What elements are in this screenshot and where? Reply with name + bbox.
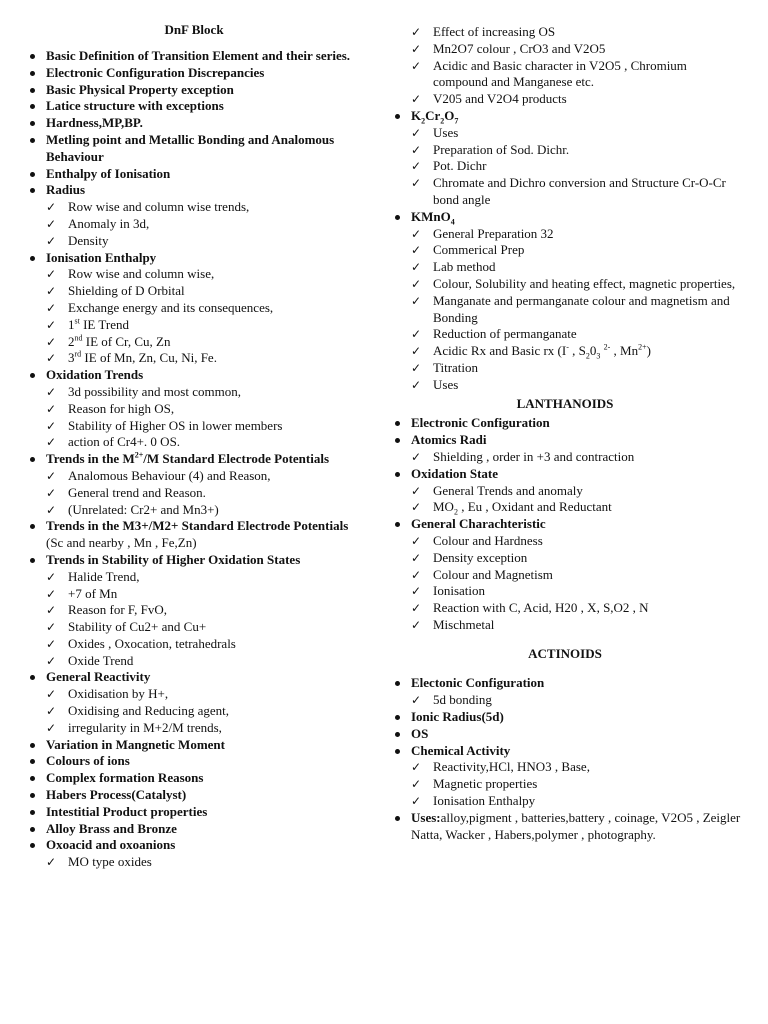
checklist-subtopic: ✓ Acidic and Basic character in V2O5 , Chromium compound and Manganese etc. [389, 58, 741, 92]
bullet-topic: Variation in Mangnetic Moment [24, 737, 364, 754]
checklist-subtopic: ✓ Oxide Trend [24, 653, 364, 670]
checklist-subtopic: ✓ General Preparation 32 [389, 226, 741, 243]
bullet-topic: Oxidation Trends [24, 367, 364, 384]
bullet-topic: Electonic Configuration [389, 675, 741, 692]
bullet-topic: Metling point and Metallic Bonding and Analomous Behaviour [24, 132, 364, 166]
checklist-subtopic: ✓ Reaction with C, Acid, H20 , X, S,O2 , N [389, 600, 741, 617]
section-heading: LANTHANOIDS [516, 395, 614, 411]
bullet-topic: Habers Process(Catalyst) [24, 787, 364, 804]
checklist-subtopic: ✓ Ionisation Enthalpy [389, 793, 741, 810]
checklist-subtopic: ✓ action of Cr4+. 0 OS. [24, 434, 364, 451]
checklist-subtopic: ✓ Uses [389, 377, 741, 394]
bullet-topic: Trends in the M3+/M2+ Standard Electrode Potentials [24, 518, 364, 535]
checklist-subtopic: ✓ Halide Trend, [24, 569, 364, 586]
checklist-subtopic: ✓ Reason for F, FvO, [24, 602, 364, 619]
bullet-topic: Uses:alloy,pigment , batteries,battery , coinage, V2O5 , Zeigler Natta, Wacker , Habers,polymer , photography. [389, 810, 741, 844]
left-column [24, 22, 364, 871]
checklist-subtopic: ✓ Density exception [389, 550, 741, 567]
checklist-subtopic: ✓ Effect of increasing OS [389, 24, 741, 41]
checklist-subtopic: ✓ +7 of Mn [24, 586, 364, 603]
section-heading: ACTINOIDS [528, 645, 602, 661]
page-title: DnF Block [164, 22, 224, 37]
checklist-subtopic: ✓ (Unrelated: Cr2+ and Mn3+) [24, 502, 364, 519]
bullet-topic: Basic Physical Property exception [24, 82, 364, 99]
checklist-subtopic: ✓ irregularity in M+2/M trends, [24, 720, 364, 737]
checklist-subtopic: ✓ $MO_2$ , Eu , Oxidant and Reductant [389, 499, 741, 516]
checklist-subtopic: ✓ 3d possibility and most common, [24, 384, 364, 401]
checklist-subtopic: ✓ Ionisation [389, 583, 741, 600]
checklist-subtopic: ✓ Chromate and Dichro conversion and Structure Cr-O-Cr bond angle [389, 175, 741, 209]
bullet-topic: Trends in the $M^{2+}/M$ Standard Electrode Potentials [24, 451, 364, 468]
checklist-subtopic: ✓ Exchange energy and its consequences, [24, 300, 364, 317]
bullet-topic: Trends in Stability of Higher Oxidation States [24, 552, 364, 569]
bullet-topic: OS [389, 726, 741, 743]
checklist-subtopic: ✓ V205 and V2O4 products [389, 91, 741, 108]
checklist-subtopic: ✓ 5d bonding [389, 692, 741, 709]
bullet-topic: Chemical Activity [389, 743, 741, 760]
checklist-subtopic: ✓ Manganate and permanganate colour and magnetism and Bonding [389, 293, 741, 327]
bullet-topic: Enthalpy of Ionisation [24, 166, 364, 183]
right-topic-list [389, 24, 741, 843]
checklist-subtopic: ✓ Uses [389, 125, 741, 142]
checklist-subtopic: ✓ Oxides , Oxocation, tetrahedrals [24, 636, 364, 653]
bullet-topic: Ionic Radius(5d) [389, 709, 741, 726]
checklist-subtopic: ✓ Mn2O7 colour , CrO3 and V2O5 [389, 41, 741, 58]
bullet-topic: Complex formation Reasons [24, 770, 364, 787]
checklist-subtopic: ✓ Reduction of permanganate [389, 326, 741, 343]
checklist-subtopic: ✓ Preparation of Sod. Dichr. [389, 142, 741, 159]
bullet-topic: General Charachteristic [389, 516, 741, 533]
spacer [389, 634, 741, 644]
bullet-topic: Oxidation State [389, 466, 741, 483]
bullet-topic: Electronic Configuration Discrepancies [24, 65, 364, 82]
bullet-topic: Hardness,MP,BP. [24, 115, 364, 132]
checklist-subtopic: ✓ Row wise and column wise, [24, 266, 364, 283]
note-text: (Sc and nearby , Mn , Fe,Zn) [46, 535, 197, 551]
bullet-topic: $K_2Cr_2O_7$ [389, 108, 741, 125]
spacer [389, 665, 741, 675]
bullet-topic: Atomics Radi [389, 432, 741, 449]
checklist-subtopic: ✓ Pot. Dichr [389, 158, 741, 175]
checklist-subtopic: ✓ Reason for high OS, [24, 401, 364, 418]
checklist-subtopic: ✓ Lab method [389, 259, 741, 276]
checklist-subtopic: ✓ 1st IE Trend [24, 317, 364, 334]
bullet-topic: Colours of ions [24, 753, 364, 770]
checklist-subtopic: ✓ Reactivity,HCl, HNO3 , Base, [389, 759, 741, 776]
right-column [389, 24, 741, 843]
checklist-subtopic: ✓ Row wise and column wise trends, [24, 199, 364, 216]
checklist-subtopic: ✓ Titration [389, 360, 741, 377]
checklist-subtopic: ✓ 2nd IE of Cr, Cu, Zn [24, 334, 364, 351]
bullet-topic: KMnO$_4$ [389, 209, 741, 226]
checklist-subtopic: ✓ 3rd IE of Mn, Zn, Cu, Ni, Fe. [24, 350, 364, 367]
bullet-topic: Basic Definition of Transition Element and their series. [24, 48, 364, 65]
bullet-topic: Electronic Configuration [389, 415, 741, 432]
bullet-topic: Radius [24, 182, 364, 199]
checklist-subtopic: ✓ Oxidisation by H+, [24, 686, 364, 703]
checklist-subtopic: ✓ Colour and Magnetism [389, 567, 741, 584]
checklist-subtopic: ✓ Oxidising and Reducing agent, [24, 703, 364, 720]
checklist-subtopic: ✓ Shielding , order in +3 and contraction [389, 449, 741, 466]
bullet-topic: Ionisation Enthalpy [24, 250, 364, 267]
checklist-subtopic: ✓ Stability of Higher OS in lower members [24, 418, 364, 435]
checklist-subtopic: ✓ MO type oxides [24, 854, 364, 871]
checklist-subtopic: ✓ Acidic Rx and Basic rx (I- , $S_20_3$ $^{2-}$ , $Mn^{2+}$) [389, 343, 741, 360]
checklist-subtopic: ✓ General trend and Reason. [24, 485, 364, 502]
bullet-topic: Intestitial Product properties [24, 804, 364, 821]
checklist-subtopic: ✓ Colour and Hardness [389, 533, 741, 550]
checklist-subtopic: ✓ General Trends and anomaly [389, 483, 741, 500]
checklist-subtopic: ✓ Colour, Solubility and heating effect, magnetic properties, [389, 276, 741, 293]
checklist-subtopic: ✓ Density [24, 233, 364, 250]
bullet-topic: General Reactivity [24, 669, 364, 686]
checklist-subtopic: ✓ Anomaly in 3d, [24, 216, 364, 233]
checklist-subtopic: ✓ Commerical Prep [389, 242, 741, 259]
checklist-subtopic: ✓ Stability of Cu2+ and Cu+ [24, 619, 364, 636]
bullet-topic: Alloy Brass and Bronze [24, 821, 364, 838]
checklist-subtopic: ✓ Shielding of D Orbital [24, 283, 364, 300]
bullet-topic: Latice structure with exceptions [24, 98, 364, 115]
left-topic-list [24, 48, 364, 871]
checklist-subtopic: ✓ Analomous Behaviour (4) and Reason, [24, 468, 364, 485]
bullet-topic: Oxoacid and oxoanions [24, 837, 364, 854]
checklist-subtopic: ✓ Mischmetal [389, 617, 741, 634]
checklist-subtopic: ✓ Magnetic properties [389, 776, 741, 793]
